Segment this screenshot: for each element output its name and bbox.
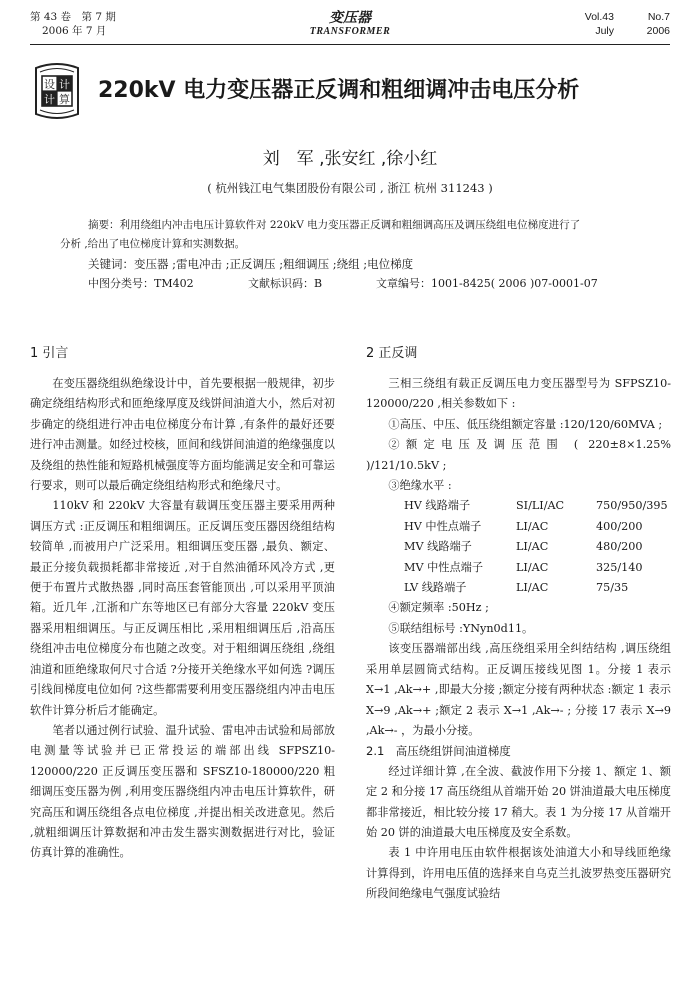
terminal-name: LV 线路端子: [404, 581, 467, 595]
section-heading-forward-reverse: 2 正反调: [366, 346, 418, 361]
paragraph: 110kV 和 220kV 大容量有载调压变压器主要采用两种调压方式 :正反调压和粗细调压。正反调压变压器因绕组结构较简单 ,而被用户广泛采用。粗细调压变压器 ,最负、额定、最正分接负载损耗都非常接近 ,对于自然油循环风冷方式 ,更便于布置片式散热器 ,同时高压套管能顶出 ,可以采用平顶油箱。近几年 ,江浙和广东等地区已有部分大容量 220kV 变压器采用粗细调压。与正反调压相比 ,采用粗细调压后 ,沿高压绕组冲击电位梯度分布也随之改变。对于粗细调压绕组 ,绕组油道和匝绝缘取何尺寸合适 ?分接开关绝缘水平如何选 ?调压引线间梯度电位如何 ?这些都需要利用变压器绕组内冲击电压软件计算分析后才能确定。: [30, 499, 335, 717]
param-item: ③绝缘水平 :: [388, 479, 452, 493]
abstract-text-cont: 分析 ,给出了电位梯度计算和实测数据。: [60, 238, 246, 250]
abstract-text: ：利用绕组内冲击电压计算软件对 220kV 电力变压器正反调和粗细调高压及调压绕组电位梯度进行了: [109, 219, 581, 231]
test-type: LI/AC: [516, 519, 549, 533]
abstract-label: 摘要: [88, 219, 109, 231]
terminal-name: HV 中性点端子: [404, 519, 482, 533]
test-type: SI/LI/AC: [516, 499, 565, 513]
test-type: LI/AC: [516, 540, 549, 554]
paragraph: 笔者以通过例行试验、温升试验、雷电冲击试验和局部放电测量等试验并已正常投运的端部出线 SFPSZ10-120000/220 正反调压变压器和 SFSZ10-180000/220 粗细调压变压器为例 ,利用变压器绕组内冲击电压计算软件，研究高压和调压绕组各点电位梯度 ,并提出相关改进意见。然后 ,就粗细调压计算数据和冲击发生器实测数据进行对比，验证仿真计算的准确性。: [30, 723, 335, 860]
classification-row: [60, 274, 642, 294]
journal-name-cn: 变压器: [329, 10, 371, 26]
doc-code: [248, 274, 376, 294]
terminal-name: MV 中性点端子: [404, 560, 484, 574]
article-number: [376, 274, 598, 294]
subsection-heading: 2.1 高压绕组饼间油道梯度: [366, 744, 511, 759]
clc-code: [88, 274, 248, 294]
journal-name: [30, 10, 670, 38]
clc-label: 中图分类号: [88, 277, 143, 290]
journal-header: [30, 10, 670, 44]
doc-code-label: 文献标识码: [248, 277, 303, 290]
left-column: [30, 343, 335, 864]
param-item: ②额定电压及调压范围 ( 220±8×1.25% )/121/10.5kV ;: [366, 438, 671, 472]
terminal-name: MV 线路端子: [404, 540, 472, 554]
logo-char: 设: [44, 78, 55, 91]
header-right: [576, 10, 670, 38]
clc-value: ：TM402: [143, 277, 194, 290]
number-en: No.7: [647, 11, 670, 23]
test-type: LI/AC: [516, 581, 549, 595]
authors: 刘 军 ,张安红 ,徐小红: [262, 149, 438, 169]
keywords-label: 关键词: [88, 257, 123, 271]
doc-code-value: ：B: [303, 277, 323, 290]
abstract: [60, 216, 642, 235]
volume-issue: 第 43 卷 第 7 期: [30, 11, 116, 23]
logo-char: 计: [44, 93, 55, 106]
journal-name-en: TRANSFORMER: [309, 26, 391, 37]
paragraph: 该变压器端部出线 ,高压绕组采用全纠结结构 ,调压绕组采用单层圆筒式结构。正反调压接线见图 1。分接 1 表示 X→1 ,Ak→+ ,即最大分接 ;额定分接有两种状态 :额定 1 表示 X→9 ,Ak→+ ;额定 2 表示 X→1 ,Ak→- ; 分接 17 表示 X→9 ,Ak→- ，为最小分接。: [366, 642, 671, 737]
logo-char: 算: [59, 93, 70, 106]
param-item: ①高压、中压、低压绕组额定容量 :120/120/60MVA ;: [388, 417, 663, 431]
design-calculation-logo: [32, 62, 82, 120]
paragraph: 在变压器绕组纵绝缘设计中，首先要根据一般规律，初步确定绕组结构形式和匝绝缘厚度及线饼间油道大小，然后对初步确定的绕组进行冲击电位梯度分布计算 ,有条件的最好还要进行冲击测量。如经过校核，匝间和线饼间油道的绝缘强度以及绕组的热性能和短路机械强度等方面均能满足安全和可靠运行要求，则可以最后确定绕组结构形式和绝缘尺寸。: [30, 377, 335, 493]
test-value: 75/35: [596, 581, 629, 595]
test-value: 480/200: [596, 540, 643, 554]
keywords: [60, 254, 642, 274]
paragraph: 经过详细计算 ,在全波、截波作用下分接 1、额定 1、额定 2 和分接 17 高压绕组从首端开始 20 饼油道最大电压梯度都非常接近，相比较分接 17 稍大。表 1 为分接 17 从首端开始 20 饼的油道最大电压梯度及安全系数。: [366, 764, 671, 839]
header-rule: [30, 44, 670, 45]
abstract-block: [60, 216, 642, 294]
test-value: 325/140: [596, 560, 643, 574]
insulation-row: [366, 537, 671, 557]
section-heading-introduction: 1 引言: [30, 346, 69, 361]
keywords-text: ：变压器 ;雷电冲击 ;正反调压 ;粗细调压 ;绕组 ;电位梯度: [122, 257, 414, 271]
terminal-name: HV 线路端子: [404, 499, 471, 513]
insulation-row: [366, 517, 671, 537]
paper-title: 220kV 电力变压器正反调和粗细调冲击电压分析: [98, 78, 580, 103]
paragraph: 三相三绕组有载正反调压电力变压器型号为 SFPSZ10-120000/220 ,相关参数如下 :: [366, 377, 671, 411]
month-en: July: [595, 25, 614, 37]
param-item: ④额定频率 :50Hz ;: [388, 601, 489, 615]
test-type: LI/AC: [516, 560, 549, 574]
test-value: 750/950/395: [596, 499, 668, 513]
insulation-row: [366, 496, 671, 516]
insulation-row: [366, 578, 671, 598]
right-column: [366, 343, 671, 905]
issue-date: 2006 年 7 月: [42, 25, 107, 37]
affiliation: ( 杭州钱江电气集团股份有限公司 , 浙江 杭州 311243 ): [207, 181, 493, 195]
paragraph: 表 1 中许用电压由软件根据该处油道大小和导线匝绝缘计算得到，许用电压值的选择来自乌克兰扎波罗热变压器研究所段间绝缘电气强度试验结: [366, 846, 671, 901]
test-value: 400/200: [596, 519, 643, 533]
article-no-value: ：1001-8425( 2006 )07-0001-07: [420, 277, 598, 290]
volume-en: Vol.43: [584, 11, 614, 23]
param-item: ⑤联结组标号 :YNyn0d11。: [388, 621, 534, 635]
logo-char: 计: [59, 78, 70, 91]
year-en: 2006: [646, 25, 670, 37]
article-no-label: 文章编号: [376, 277, 420, 290]
insulation-row: [366, 558, 671, 578]
